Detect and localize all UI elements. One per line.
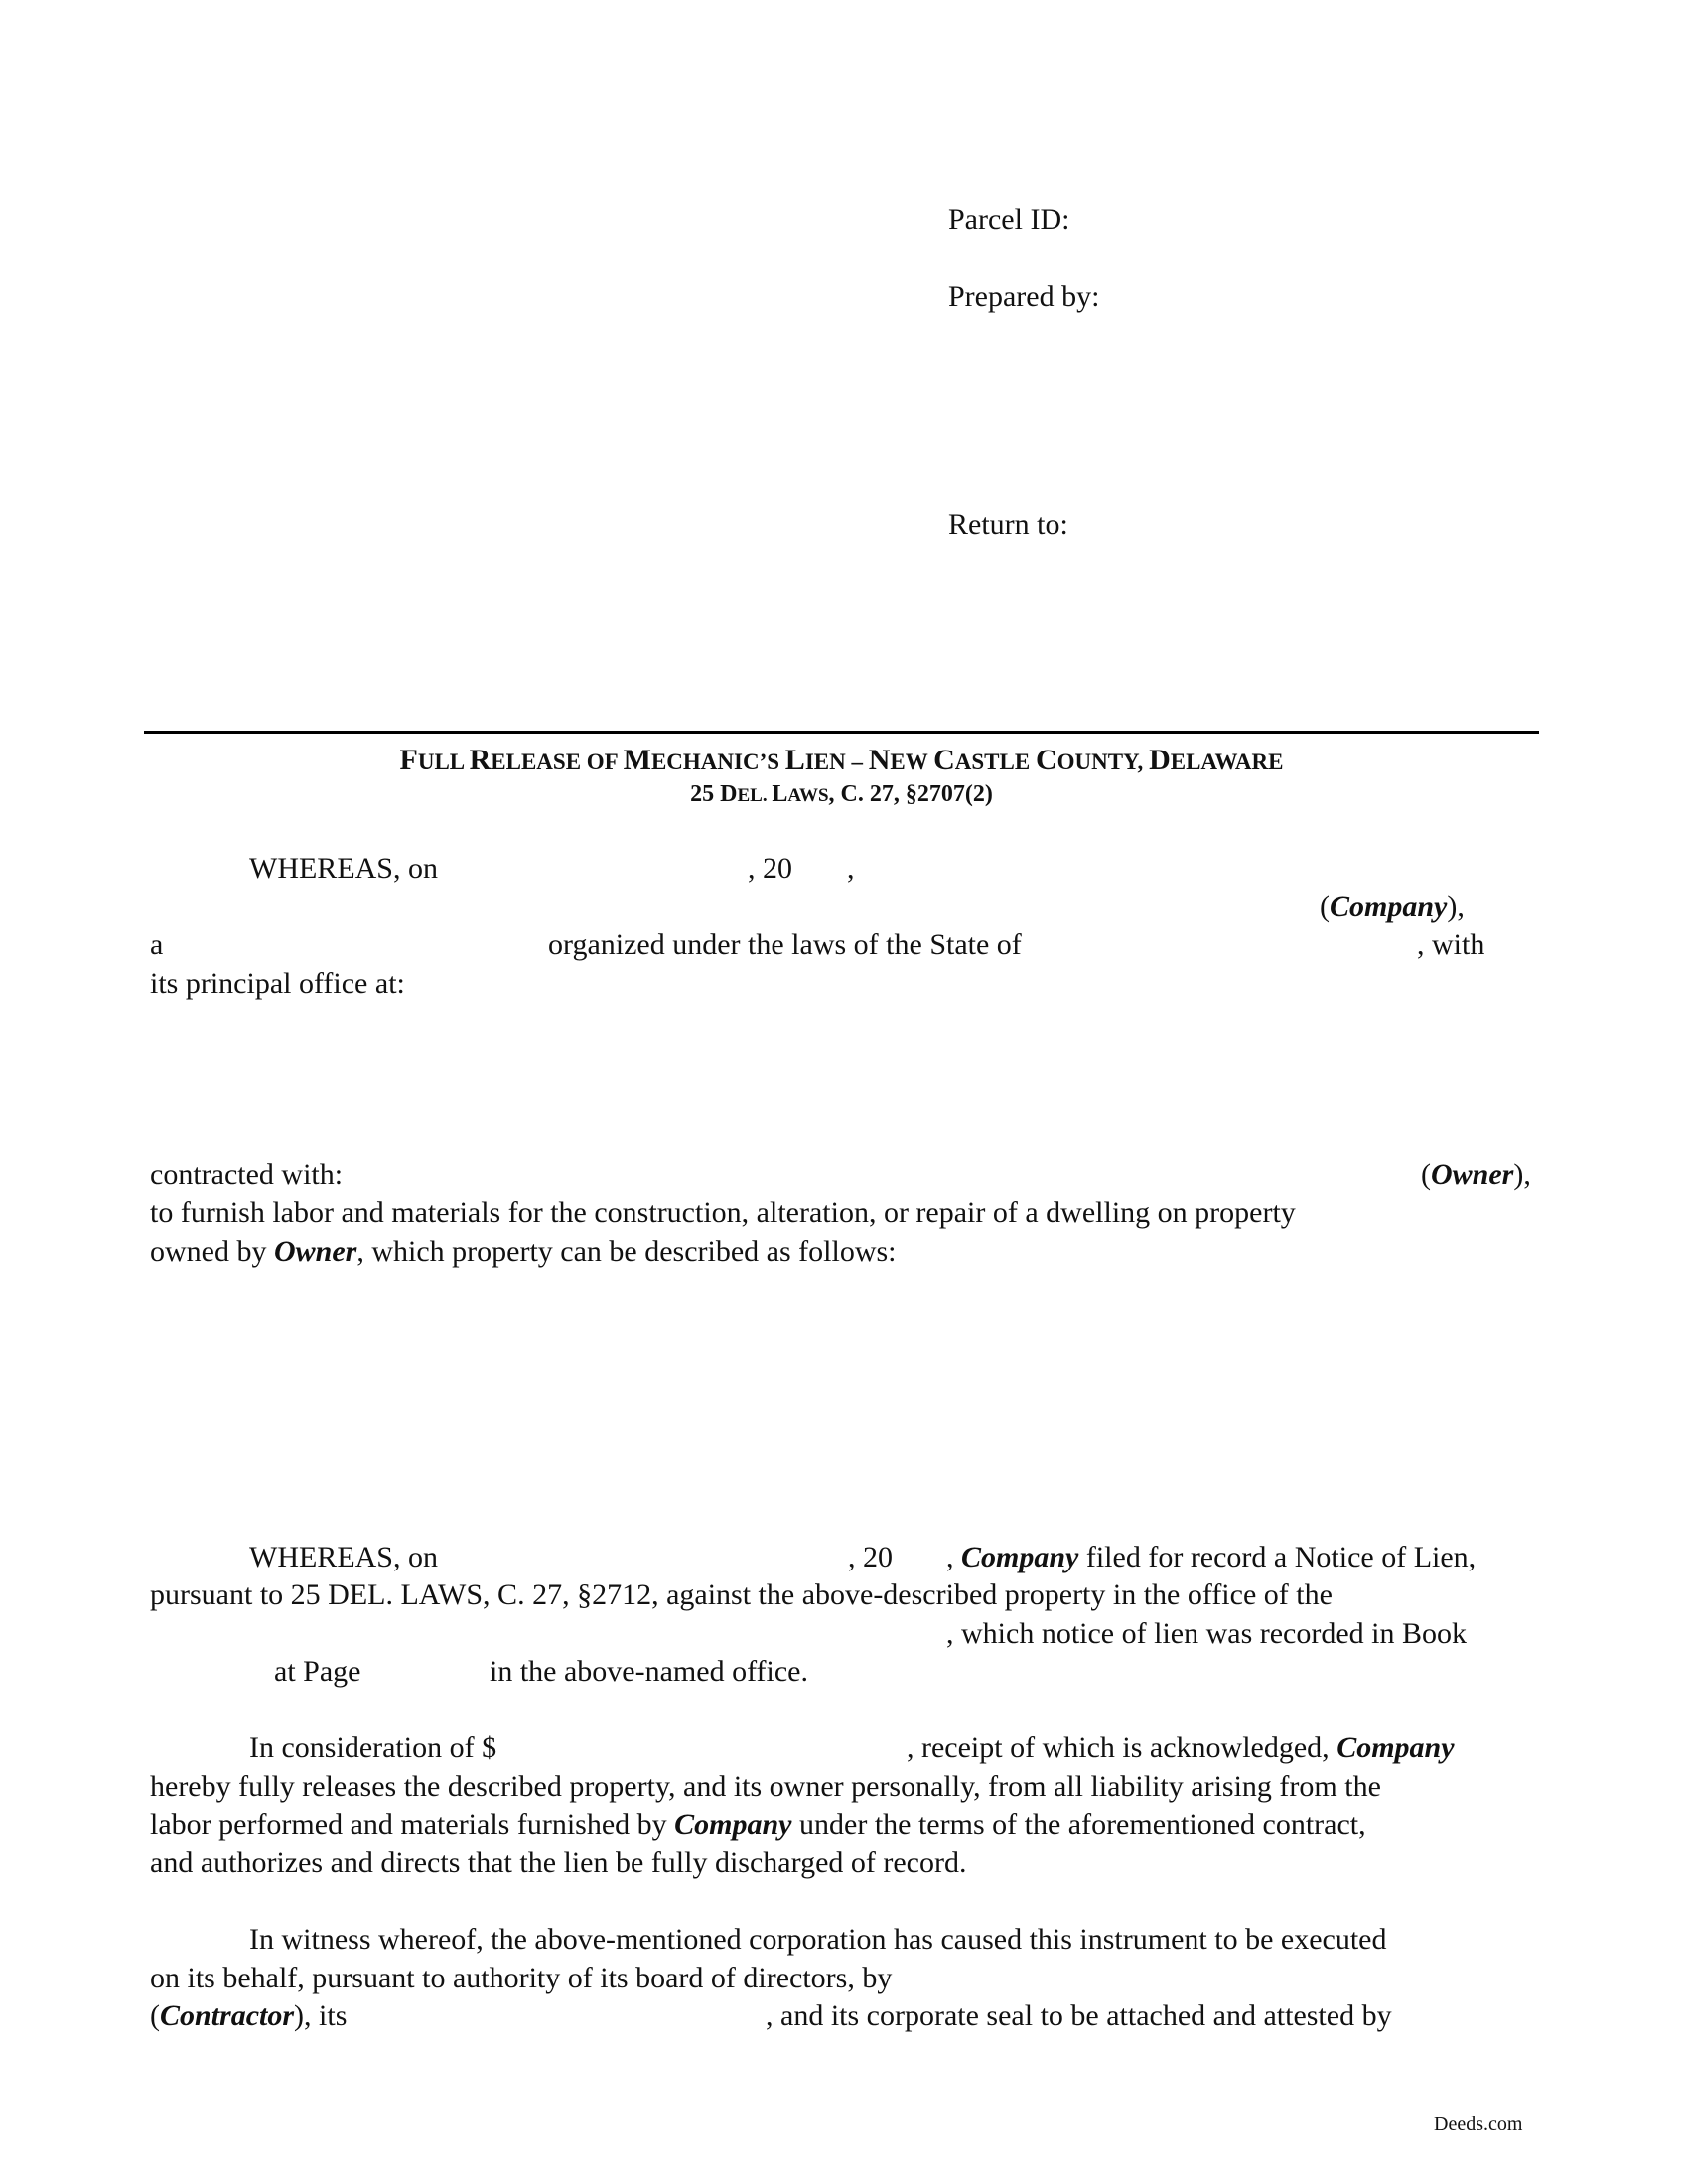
document-title [144, 744, 1539, 782]
title-word-8: DELAWARE [1149, 744, 1284, 776]
p1-company-label: (Company), [1320, 890, 1465, 923]
citation-part-2: LAWS [772, 781, 829, 807]
p1-with: , with [1417, 928, 1485, 961]
p4-authorizes: and authorizes and directs that the lien be fully discharged of record. [150, 1846, 967, 1879]
p3-notice-recorded: , which notice of lien was recorded in Book [946, 1617, 1468, 1650]
p3-comma-20: , 20 [848, 1541, 893, 1573]
citation-part-1: 25 DEL. [690, 781, 773, 807]
title-word-2: RELEASE OF [469, 744, 624, 776]
p4-receipt: , receipt of which is acknowledged, Company [907, 1731, 1455, 1764]
p1-principal-office: its principal office at: [150, 967, 405, 1000]
p2-contracted-with: contracted with: [150, 1159, 344, 1191]
p3-at-page: at Page [274, 1655, 361, 1688]
p2-owner-label: (Owner), [1421, 1159, 1531, 1191]
return-to-label: Return to: [948, 508, 1068, 541]
title-word-5: NEW [868, 744, 934, 776]
p5-behalf: on its behalf, pursuant to authority of its board of directors, by [150, 1962, 893, 1994]
p3-above-named: in the above-named office. [490, 1655, 808, 1688]
p4-consideration: In consideration of $ [249, 1731, 497, 1764]
parcel-id-label: Parcel ID: [948, 204, 1070, 236]
citation-part-3: , C. 27, §2707(2) [828, 781, 993, 807]
title-word-1: FULL [399, 744, 470, 776]
p1-organized: organized under the laws of the State of [548, 928, 1022, 961]
p1-whereas-on: WHEREAS, on [249, 852, 438, 885]
prepared-by-label: Prepared by: [948, 280, 1100, 313]
p1-comma-20: , 20 [748, 852, 792, 885]
p5-contractor-label: (Contractor), its [150, 1999, 348, 2032]
title-word-6: CASTLE [933, 744, 1036, 776]
title-word-7: COUNTY, [1035, 744, 1150, 776]
p1-comma: , [847, 852, 855, 885]
document-citation [144, 779, 1539, 811]
p2-furnish: to furnish labor and materials for the construction, alteration, or repair of a dwelling on property [150, 1196, 1296, 1229]
title-word-3: MECHANIC’S [623, 744, 785, 776]
p3-pursuant: pursuant to 25 DEL. LAWS, C. 27, §2712, against the above-described property in the office of the [150, 1578, 1333, 1611]
p2-owned-by: owned by Owner, which property can be described as follows: [150, 1235, 897, 1268]
p5-witness: In witness whereof, the above-mentioned corporation has caused this instrument to be executed [249, 1923, 1387, 1956]
p5-seal: , and its corporate seal to be attached and attested by [766, 1999, 1392, 2032]
p3-company-filed: , Company filed for record a Notice of Lien, [946, 1541, 1477, 1573]
title-divider [144, 731, 1539, 734]
title-word-4: LIEN – [784, 744, 869, 776]
p4-releases: hereby fully releases the described property, and its owner personally, from all liability arising from the [150, 1770, 1381, 1803]
p4-labor: labor performed and materials furnished by Company under the terms of the aforementioned contract, [150, 1808, 1366, 1841]
footer-brand: Deeds.com [1434, 2114, 1523, 2135]
p1-a: a [150, 928, 164, 961]
p3-whereas-on: WHEREAS, on [249, 1541, 438, 1573]
